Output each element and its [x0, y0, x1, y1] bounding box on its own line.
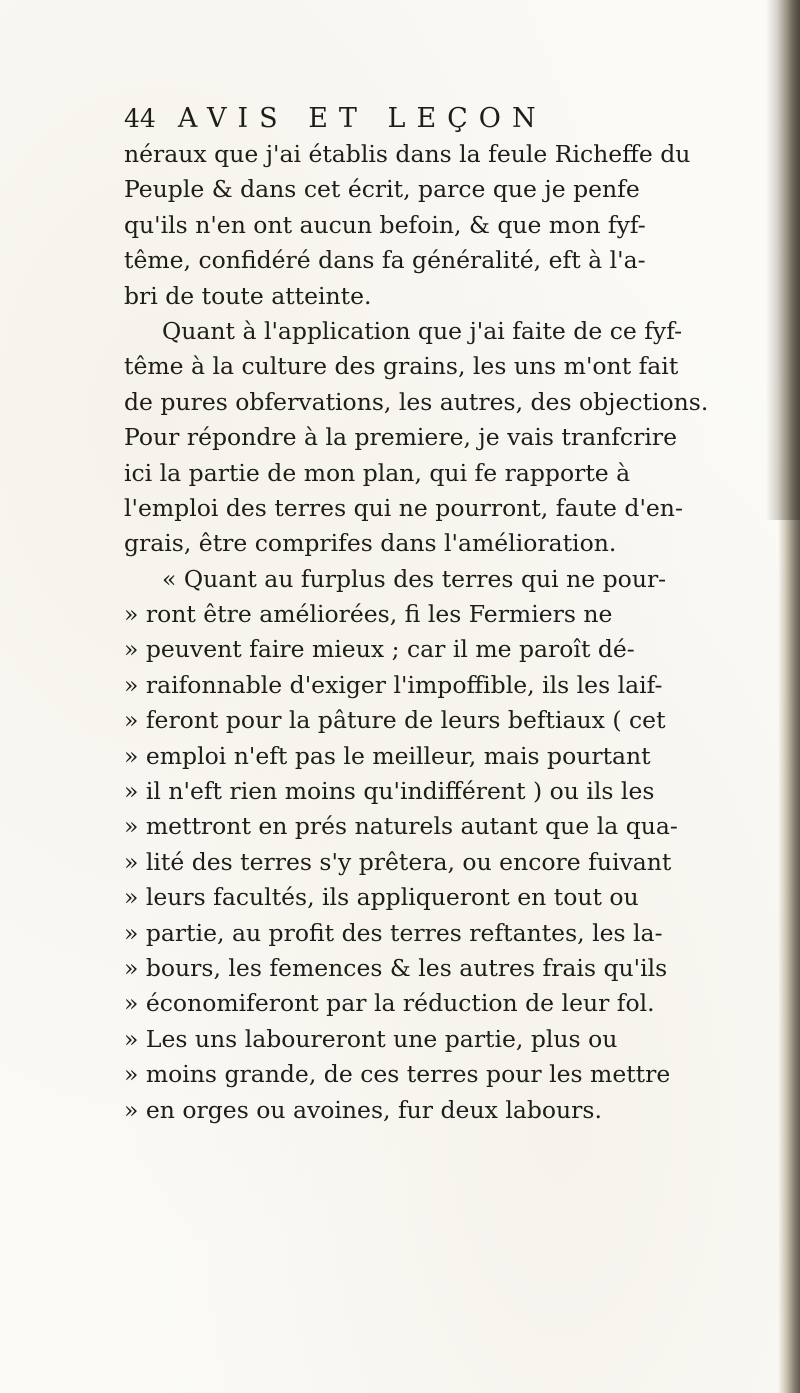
quote-line: » moins grande, de ces terres pour les mettre — [124, 1060, 671, 1089]
quote-line: » partie, au profit des terres reftantes, les la- — [124, 918, 663, 947]
text-line: qu'ils n'en ont aucun befoin, & que mon fyf- — [124, 210, 646, 239]
text-line: Pour répondre à la premiere, je vais tranfcrire — [124, 423, 677, 452]
text-line: grais, être comprifes dans l'amélioration. — [124, 529, 617, 558]
quote-line: » économiferont par la réduction de leur fol. — [124, 989, 655, 1018]
quote-line: » raifonnable d'exiger l'impoffible, ils les laif- — [124, 670, 663, 699]
quote-line: » peuvent faire mieux ; car il me paroît dé- — [124, 635, 635, 664]
text-line: bri de toute atteinte. — [124, 281, 372, 310]
text-line: Quant à l'application que j'ai faite de ce fyf- — [162, 316, 683, 345]
quote-line: » bours, les femences & les autres frais qu'ils — [124, 953, 668, 982]
quote-line: » emploi n'eft pas le meilleur, mais pourtant — [124, 741, 651, 770]
text-line: ici la partie de mon plan, qui fe rapporte à — [124, 458, 631, 487]
quote-line: » feront pour la pâture de leurs beftiaux ( cet — [124, 706, 666, 735]
quote-line: » mettront en prés naturels autant que la qua- — [124, 812, 678, 841]
quote-line: » il n'eft rien moins qu'indifférent ) ou ils les — [124, 777, 655, 806]
page-number: 44 — [124, 104, 156, 133]
quote-line: « Quant au furplus des terres qui ne pour- — [162, 564, 667, 593]
text-line: tême à la culture des grains, les uns m'ont fait — [124, 352, 679, 381]
text-line: tême, confidéré dans fa généralité, eft à l'a- — [124, 246, 646, 275]
quote-line: » Les uns laboureront une partie, plus ou — [124, 1024, 618, 1053]
quote-line: » leurs facultés, ils appliqueront en tout ou — [124, 883, 639, 912]
quote-line: » en orges ou avoines, fur deux labours. — [124, 1095, 602, 1124]
text-line: néraux que j'ai établis dans la feule Richeffe du — [124, 140, 691, 168]
quote-line: » lité des terres s'y prêtera, ou encore fuivant — [124, 847, 672, 876]
quote-line: » ront être améliorées, fi les Fermiers ne — [124, 600, 613, 629]
text-line: l'emploi des terres qui ne pourront, faute d'en- — [124, 493, 683, 522]
running-head: AVIS ET LEÇON — [177, 103, 547, 134]
body-text — [124, 137, 784, 1128]
text-line: de pures obfervations, les autres, des objections. — [124, 387, 709, 416]
text-line: Peuple & dans cet écrit, parce que je penfe — [124, 175, 640, 204]
